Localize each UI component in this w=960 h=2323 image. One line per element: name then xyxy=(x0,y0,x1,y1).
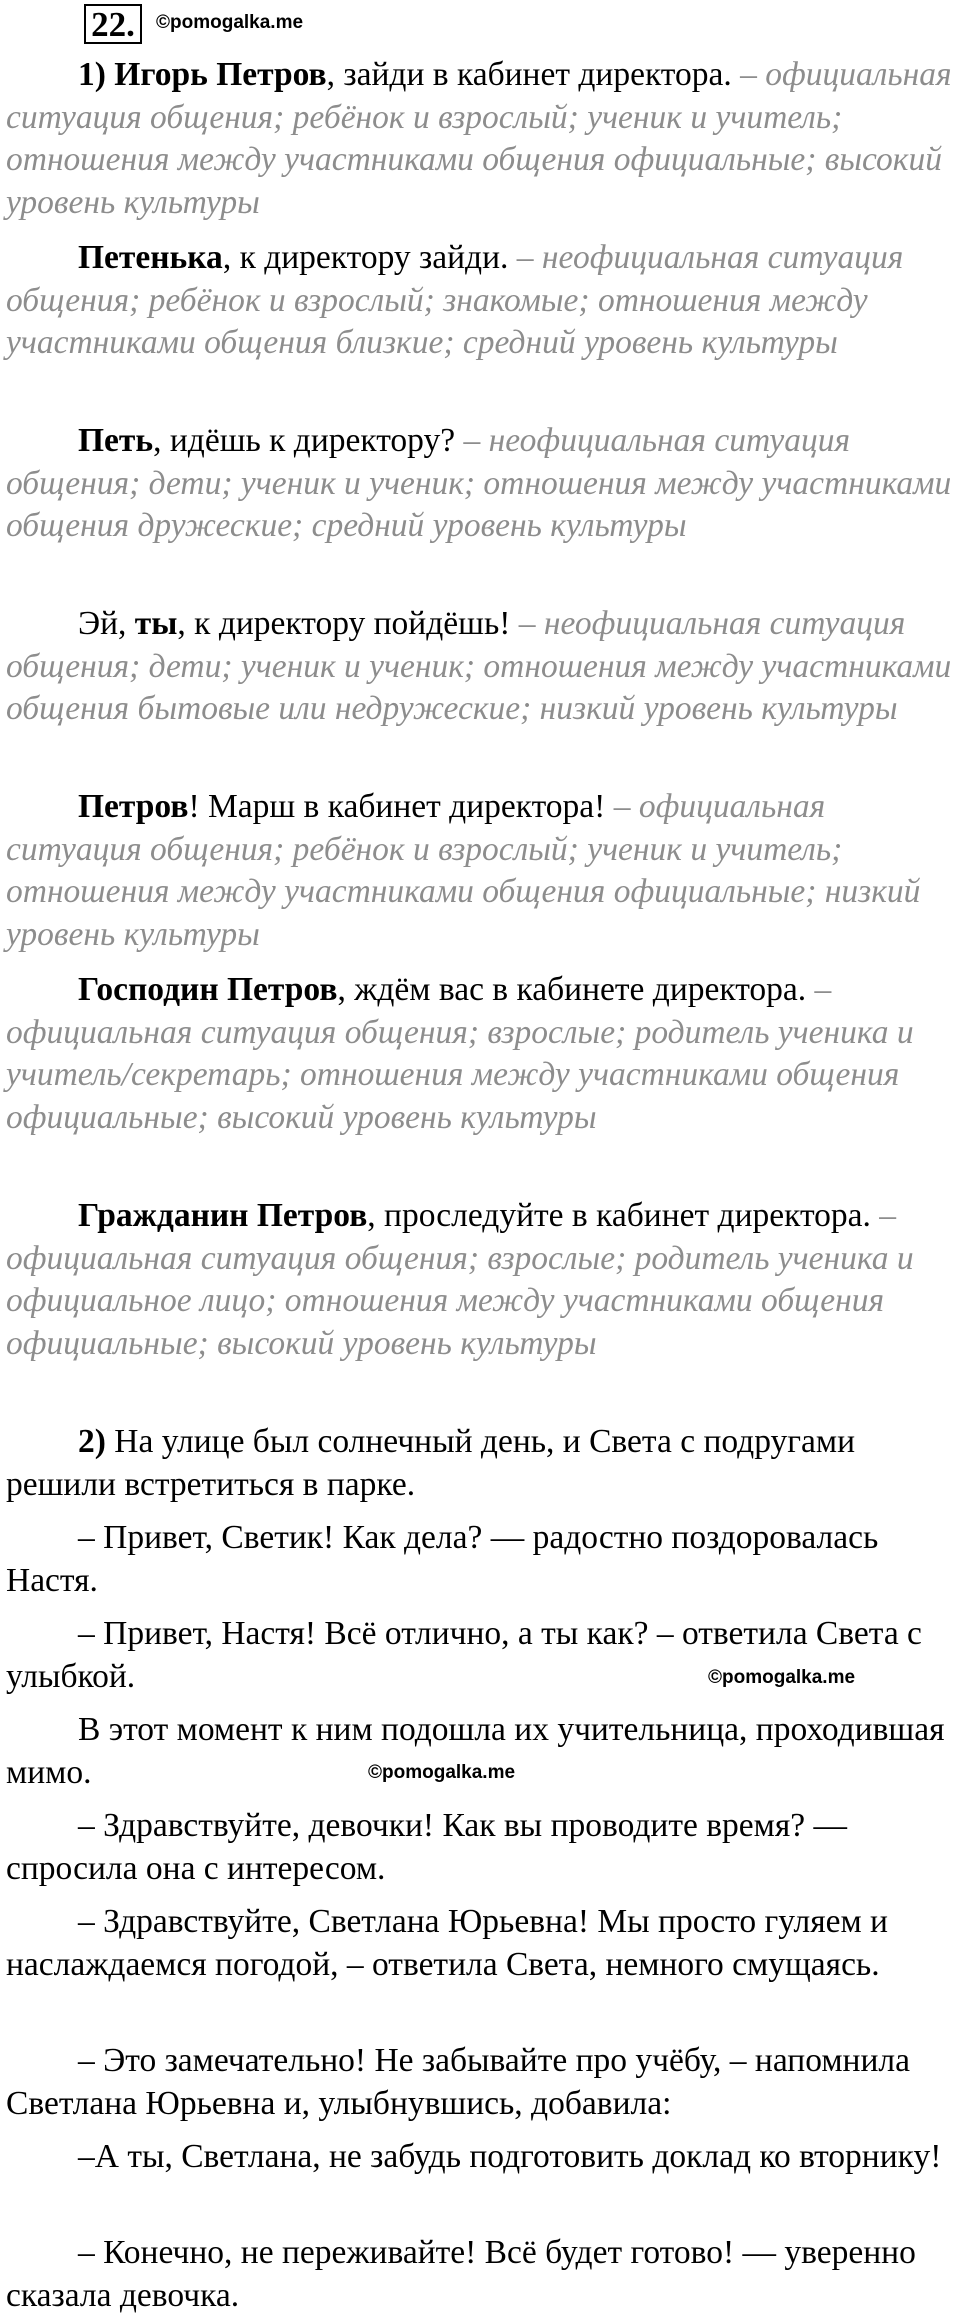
description: – официальная ситуация общения; взрослые; родитель ученика и официальное лицо; отношения между участниками общения официальные; высокий уровень культуры xyxy=(6,1197,914,1362)
part1-item-2 xyxy=(6,237,956,365)
description: – неофициальная ситуация общения; дети; ученик и ученик; отношения между участниками общения бытовые или недружеские; низкий уровень культуры xyxy=(6,605,952,727)
description: – официальная ситуация общения; ребёнок и взрослый; ученик и учитель; отношения между участниками общения официальные; высокий уровень культуры xyxy=(6,56,952,221)
phrase: , проследуйте в кабинет директора. xyxy=(367,1197,871,1234)
phrase: , идёшь к директору? xyxy=(153,422,456,459)
part1-item-3 xyxy=(6,420,956,548)
dialogue-line: –А ты, Светлана, не забудь подготовить доклад ко вторнику! xyxy=(78,2138,942,2175)
description: – официальная ситуация общения; взрослые; родитель ученика и учитель/секретарь; отношения между участниками общения официальные; высокий уровень культуры xyxy=(6,971,914,1136)
phrase: , к директору зайди. xyxy=(222,239,509,276)
description: – официальная ситуация общения; ребёнок и взрослый; ученик и учитель; отношения между участниками общения официальные; низкий уровень культуры xyxy=(6,788,921,953)
part1-item-5 xyxy=(6,786,956,956)
dialogue-line: – Это замечательно! Не забывайте про учёбу, – напомнила Светлана Юрьевна и, улыбнувшись, добавила: xyxy=(6,2042,910,2122)
addressee: Господин Петров xyxy=(78,971,338,1008)
phrase: , зайди в кабинет директора. xyxy=(326,56,732,93)
phrase: , ждём вас в кабинете директора. xyxy=(337,971,807,1008)
addressee: ты xyxy=(134,605,178,642)
addressee: Игорь Петров xyxy=(114,56,327,93)
part1-item-6 xyxy=(6,969,956,1139)
part1-label: 1) xyxy=(78,56,106,93)
phrase-prefix: Эй, xyxy=(78,605,135,642)
addressee: Петь xyxy=(78,422,154,459)
exercise-number: 22. xyxy=(84,4,142,44)
phrase: , к директору пойдёшь! xyxy=(177,605,511,642)
dialogue-line: – Привет, Светик! Как дела? — радостно поздоровалась Настя. xyxy=(6,1519,879,1599)
part2-label: 2) xyxy=(78,1423,106,1460)
dialogue-line: – Привет, Настя! Всё отлично, а ты как? – ответила Света с улыбкой. xyxy=(6,1615,922,1695)
addressee: Гражданин Петров xyxy=(78,1197,368,1234)
part2-intro xyxy=(6,1421,956,1506)
part1-item-7 xyxy=(6,1195,956,1365)
dialogue-line: – Здравствуйте, Светлана Юрьевна! Мы просто гуляем и наслаждаемся погодой, – ответила Света, немного смущаясь. xyxy=(6,1903,888,1983)
addressee: Петров xyxy=(78,788,189,825)
dialogue-line: – Конечно, не переживайте! Всё будет готово! — уверенно сказала девочка. xyxy=(6,2234,916,2314)
part1-item-1 xyxy=(6,54,956,224)
dialogue-line: – Здравствуйте, девочки! Как вы проводите время? — спросила она с интересом. xyxy=(6,1807,848,1887)
watermark: ©pomogalka.me xyxy=(368,1762,516,1783)
watermark: ©pomogalka.me xyxy=(156,12,304,33)
description: – неофициальная ситуация общения; дети; ученик и ученик; отношения между участниками общения дружеские; средний уровень культуры xyxy=(6,422,952,544)
watermark: ©pomogalka.me xyxy=(708,1667,856,1688)
phrase: ! Марш в кабинет директора! xyxy=(188,788,606,825)
narration-line: В этот момент к ним подошла их учительница, проходившая мимо. xyxy=(6,1711,945,1791)
addressee: Петенька xyxy=(78,239,223,276)
description: – неофициальная ситуация общения; ребёнок и взрослый; знакомые; отношения между участниками общения близкие; средний уровень культуры xyxy=(6,239,904,361)
paragraph-text: На улице был солнечный день, и Света с подругами решили встретиться в парке. xyxy=(6,1423,855,1503)
part1-item-4 xyxy=(6,603,956,731)
